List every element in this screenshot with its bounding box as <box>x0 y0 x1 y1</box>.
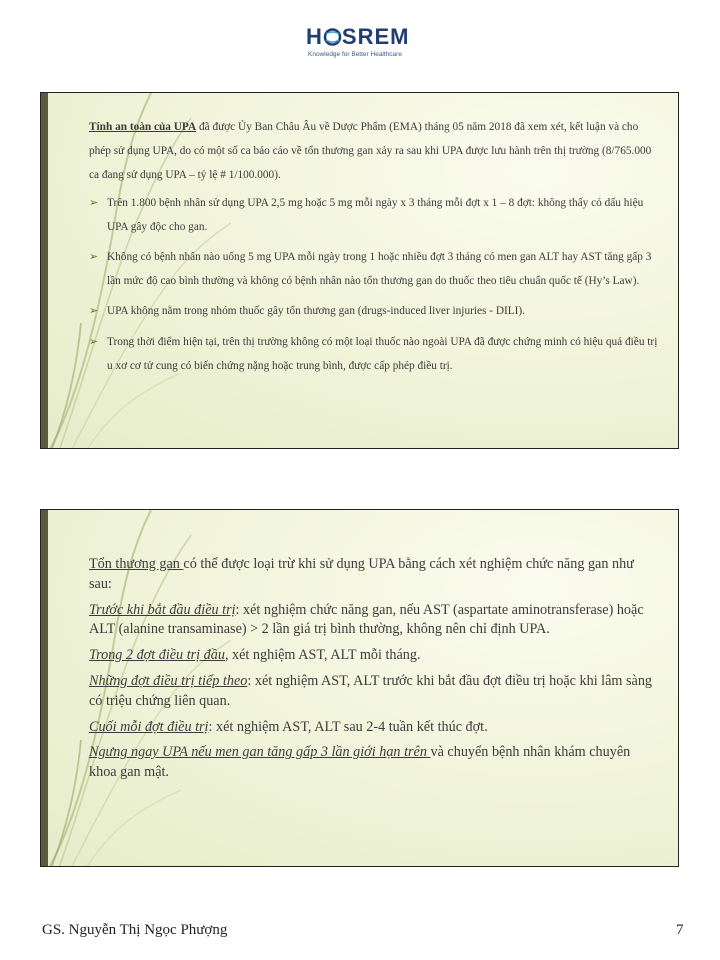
arrow-bullet-icon: ➢ <box>89 251 99 264</box>
slide1-bullet-list <box>89 191 658 378</box>
footer-author: GS. Nguyễn Thị Ngọc Phượng <box>42 922 228 938</box>
slide2-paragraph: Cuối mỗi đợt điều trị: xét nghiệm AST, ALT sau 2-4 tuần kết thúc đợt. <box>89 718 488 735</box>
slide2-paragraph: Tổn thương gan có thể được loại trừ khi sử dụng UPA bằng cách xét nghiệm chức năng gan như sau: <box>89 556 634 592</box>
slide2-paragraph: Ngưng ngay UPA nếu men gan tăng gấp 3 lần giới hạn trên và chuyển bệnh nhân khám chuyên khoa gan mật. <box>89 744 631 781</box>
logo-wordmark <box>306 24 409 50</box>
slide1-intro: đã được Ủy Ban Châu Âu về Dược Phẩm (EMA) tháng 05 năm 2018 đã xem xét, kết luận và cho phép sử dụng UPA, do có một số ca báo cáo về tổn thương gan xảy ra sau khi UPA được lưu hành trên thị trường (8/765.000 ca đang sử dụng UPA – tỷ lệ # 1/100.000). <box>89 121 652 182</box>
list-item: ➢ Trên 1.800 bệnh nhân sử dụng UPA 2,5 mg hoặc 5 mg mỗi ngày x 3 tháng mỗi đợt x 1 – 8 đợt: không thấy có dấu hiệu UPA gây độc cho gan. <box>89 191 658 239</box>
arrow-bullet-icon: ➢ <box>89 196 99 209</box>
slide1-intro-paragraph <box>89 115 658 188</box>
slide2-text <box>89 555 658 789</box>
slide1-text <box>89 115 658 384</box>
slide-left-bar <box>41 93 48 448</box>
logo-letters: SREM <box>341 24 410 49</box>
page-number: 7 <box>676 922 684 938</box>
list-item: ➢ Trong thời điểm hiện tại, trên thị trường không có một loại thuốc nào ngoài UPA đã được chứng minh có hiệu quả điều trị u xơ cơ tử cung có biến chứng nặng hoặc trung bình, được cấp phép điều trị. <box>89 330 658 378</box>
arrow-bullet-icon: ➢ <box>89 335 99 348</box>
slide2-paragraph: Trong 2 đợt điều trị đầu, xét nghiệm AST, ALT mỗi tháng. <box>89 647 421 664</box>
list-item: ➢ UPA không nằm trong nhóm thuốc gây tổn thương gan (drugs-induced liver injuries - DILI). <box>89 299 658 323</box>
hosrem-logo <box>306 24 418 64</box>
logo-tagline: Knowledge for Better Healthcare <box>308 51 402 58</box>
slide2-paragraph: Những đợt điều trị tiếp theo: xét nghiệm AST, ALT trước khi bắt đầu đợt điều trị hoặc khi lâm sàng có triệu chứng liên quan. <box>89 672 653 709</box>
globe-icon <box>323 28 342 46</box>
arrow-bullet-icon: ➢ <box>89 305 99 318</box>
slide-liver-safety <box>40 92 679 449</box>
list-item: ➢ Không có bệnh nhân nào uống 5 mg UPA mỗi ngày trong 1 hoặc nhiều đợt 3 tháng có men gan ALT hay AST tăng gấp 3 lần mức độ cao bình thường và không có bệnh nhân nào tổn thương gan do thuốc theo tiêu chuẩn quốc tế (Hy’s Law). <box>89 245 658 293</box>
slide-liver-monitoring <box>40 509 679 867</box>
slide1-heading: Tính an toàn của UPA <box>89 121 197 133</box>
slide2-paragraph: Trước khi bắt đầu điều trị: xét nghiệm chức năng gan, nếu AST (aspartate aminotransferase) hoặc ALT (alanine transaminase) > 2 lần giá trị bình thường, không nên chỉ định UPA. <box>89 601 644 638</box>
slide-left-bar <box>41 510 48 866</box>
logo-letter-h: H <box>306 24 323 49</box>
